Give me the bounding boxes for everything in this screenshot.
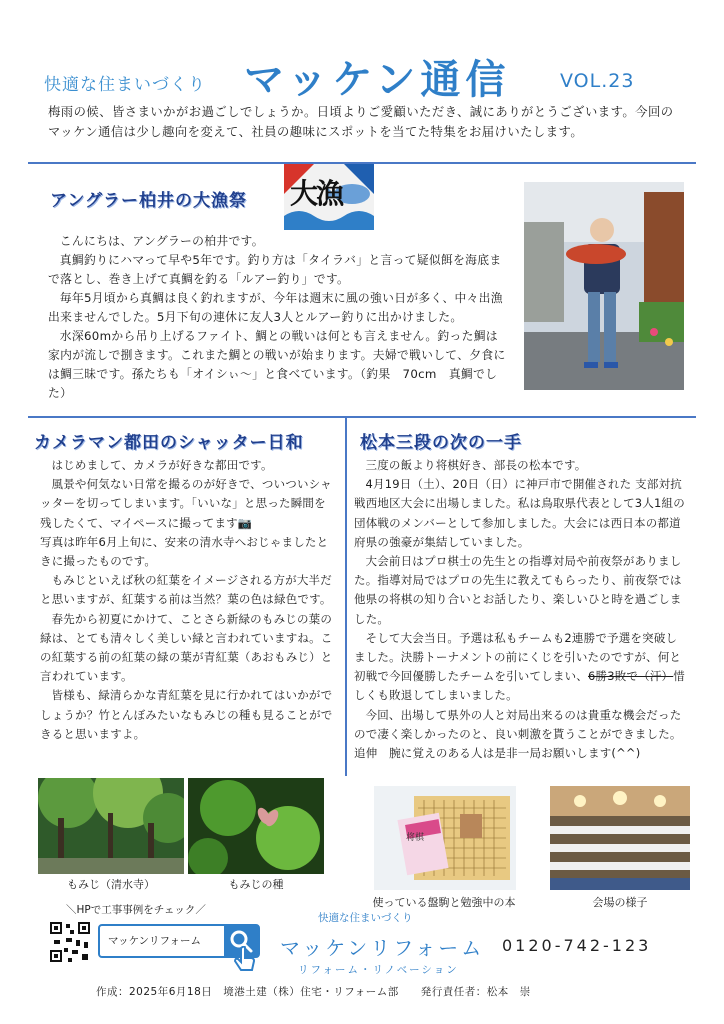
article1-heading: アングラー柏井の大漁祭 (50, 191, 247, 211)
page-title: マッケン通信 (244, 57, 511, 103)
pointer-hand-icon (232, 946, 258, 974)
qr-code-icon[interactable] (48, 920, 92, 964)
paragraph: もみじといえば秋の紅葉をイメージされる方が大半だと思いますが、紅葉する前は当然？葉の色は緑色です。 (40, 573, 332, 607)
search-input-text: マッケンリフォーム (108, 935, 202, 947)
paragraph: 真鯛釣りにハマって早や5年です。釣り方は「タイラバ」と言って疑似餌を海底まで落とし、巻き上げて真鯛を釣る「ルアー釣り」です。 (48, 253, 502, 286)
momiji-caption: もみじ（清水寺） (67, 878, 155, 891)
venue-caption: 会場の様子 (592, 896, 648, 909)
column-divider (345, 416, 347, 776)
paragraph (354, 629, 688, 706)
paragraph: 大会前日はプロ棋士の先生との指導対局や前夜祭がありました。指導対局ではプロの先生に教えてもらったり、前夜祭では他県の将棋の知り合いとお話したり、楽しいひと時を過ごしました。 (354, 554, 682, 626)
shogi-board-photo (374, 786, 516, 890)
paragraph: 4月19日（土）、20日（日）に神戸市で開催された 支部対抗戦西地区大会に出場しました。私は鳥取県代表として3人1組の団体戦のメンバーとして参加しました。大会には西日本の都道府県の強豪が集結していました。 (354, 477, 685, 549)
shogi-board-caption: 使っている盤駒と勉強中の本 (372, 896, 516, 909)
intro-text: 梅雨の候、皆さまいかがお過ごしでしょうか。日頃よりご愛顧いただき、誠にありがとうございます。今回のマッケン通信は少し趣向を変えて、社員の趣味にスポットを当てた特集をお届けいたします。 (48, 105, 674, 139)
footer-tagline: 快適な住まいづくり (318, 912, 413, 924)
credit-line: 作成：2025年6月18日 境港土建（株）住宅・リフォーム部 発行責任者：松本 崇 (96, 986, 531, 998)
tairyo-badge-text: 大漁 (290, 177, 343, 210)
paragraph: 水深60mから吊り上げるファイト、鯛との戦いは何とも言えません。釣った鯛は家内が流しで捌きます。これまた鯛との戦いが始まります。夫婦で戦いして、夕食には鯛三昧です。孫たちも「オイシぃ〜」と食べています。（釣果 70cm 真鯛でした） (48, 329, 506, 400)
article2-body (40, 456, 336, 744)
book-label: 将棋 (406, 833, 425, 843)
paragraph: 写真は昨年6月上旬に、安来の清水寺へおじゃましたときに撮ったものです。 (40, 534, 329, 569)
footer-sub: リフォーム・リノベーション (298, 964, 459, 976)
article2-heading: カメラマン都田のシャッター日和 (34, 433, 304, 453)
paragraph: はじめまして、カメラが好きな都田です。 (51, 458, 273, 472)
paragraph: こんにちは、アングラーの柏井です。 (59, 234, 264, 248)
divider-middle (28, 416, 696, 418)
paragraph-text: そして大会当日。予選は私もチームも2連勝で予選を突破しました。決勝トーナメントの前にくじを引いたのですが、何と初戦で今回優勝したチームを引いてしまい、 (354, 630, 682, 684)
paragraph: 春先から初夏にかけて、ことさら新緑のもみじの葉の緑は、とても清々しく美しい緑と言われていますね。この紅葉する前の紅葉の緑の葉が青紅葉（あおもみじ）と言われています。 (40, 611, 333, 684)
paragraph: 三度の飯より将棋好き、部長の松本です。 (365, 458, 587, 472)
venue-photo (550, 786, 690, 890)
header-tagline: 快適な住まいづくり (44, 75, 206, 95)
article1-body (48, 232, 508, 403)
angler-photo (524, 182, 684, 390)
phone-number: 0120-742-123 (502, 936, 652, 955)
momiji-photo (38, 778, 184, 874)
brand-name: マッケンリフォーム (280, 936, 485, 960)
volume-number: VOL.23 (560, 70, 635, 92)
momiji-seed-photo (188, 778, 324, 874)
struck-text: 6勝3敗で（汗） (588, 669, 674, 684)
hp-check-label: ＼HPで工事事例をチェック／ (66, 904, 206, 916)
paragraph: 今回、出場して県外の人と対局出来るのは貴重な機会だったので凄く楽しかったのと、良い刺激を貰うことができました。 (354, 707, 682, 741)
paragraph-text: 惜しくも敗退してしまいました。 (354, 669, 685, 703)
momiji-seed-caption: もみじの種 (228, 878, 284, 891)
article3-heading: 松本三段の次の一手 (360, 433, 522, 453)
paragraph: 皆様も、緑清らかな青紅葉を見に行かれてはいかがでしょうか？竹とんぼみたいなもみじの種も見ることができると思いますよ。 (40, 688, 333, 741)
article3-body (354, 456, 688, 763)
paragraph: 毎年5月頃から真鯛は良く釣れますが、今年は週末に風の強い日が多く、中々出漁出来ませんでした。5月下旬の連休に友人3人とルアー釣りに出かけました。 (48, 291, 503, 324)
postscript: 追伸 腕に覚えのある人は是非一局お願いします(^^) (354, 746, 641, 761)
paragraph: 風景や何気ない日常を撮るのが好きで、ついついシャッターを切ってしまいます。「いいな」と思った瞬間を残したくて、マイペースに撮ってます📷 (40, 477, 332, 530)
tairyo-badge (284, 164, 374, 230)
